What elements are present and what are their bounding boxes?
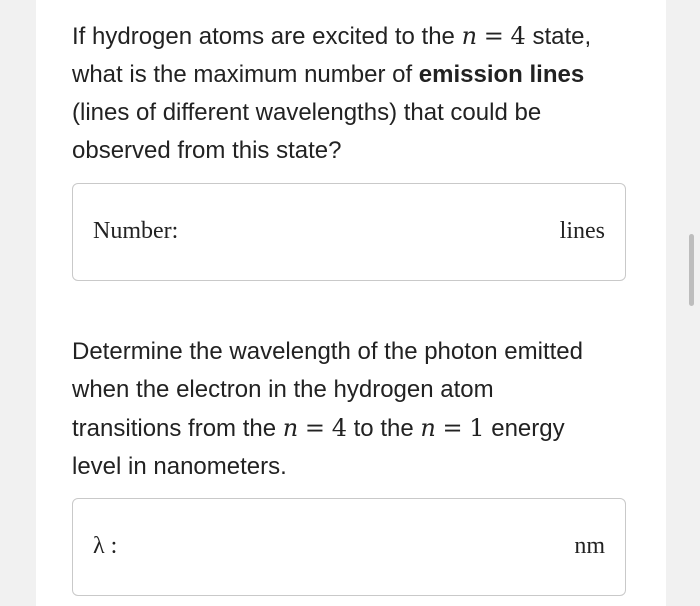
question-text: observed from this state?	[72, 137, 342, 164]
answer-label: Number:	[93, 218, 179, 244]
scrollbar-thumb[interactable]	[689, 234, 694, 306]
answer-unit: nm	[574, 533, 605, 559]
math-value: 1	[469, 414, 485, 442]
math-variable-n: n	[461, 22, 478, 50]
question-text: transitions from the	[72, 415, 277, 442]
question-emission-lines	[72, 17, 632, 170]
answer-field-wavelength[interactable]	[72, 498, 626, 596]
math-equals: =	[442, 414, 463, 442]
math-variable-n: n	[282, 414, 299, 442]
question-text: energy	[491, 415, 565, 442]
math-value: 4	[331, 414, 347, 442]
question-text: when the electron in the hydrogen atom	[72, 376, 494, 403]
math-value: 4	[510, 22, 526, 50]
question-text: level in nanometers.	[72, 453, 287, 480]
answer-label: λ :	[93, 533, 118, 559]
answer-field-number[interactable]	[72, 183, 626, 281]
question-text: state,	[532, 23, 592, 50]
question-wavelength	[72, 333, 632, 486]
math-equals: =	[304, 414, 326, 442]
question-text: If hydrogen atoms are excited to the	[72, 23, 455, 50]
question-card	[36, 0, 666, 606]
answer-unit: lines	[559, 218, 605, 244]
question-text: (lines of different wavelengths) that could be	[72, 99, 542, 126]
question-text: Determine the wavelength of the photon emitted	[72, 338, 583, 365]
question-text: to the	[353, 415, 414, 442]
math-variable-n: n	[420, 414, 436, 442]
math-equals: =	[483, 22, 504, 50]
question-text: what is the maximum number of	[72, 61, 413, 88]
question-emphasis: emission lines	[418, 61, 585, 88]
